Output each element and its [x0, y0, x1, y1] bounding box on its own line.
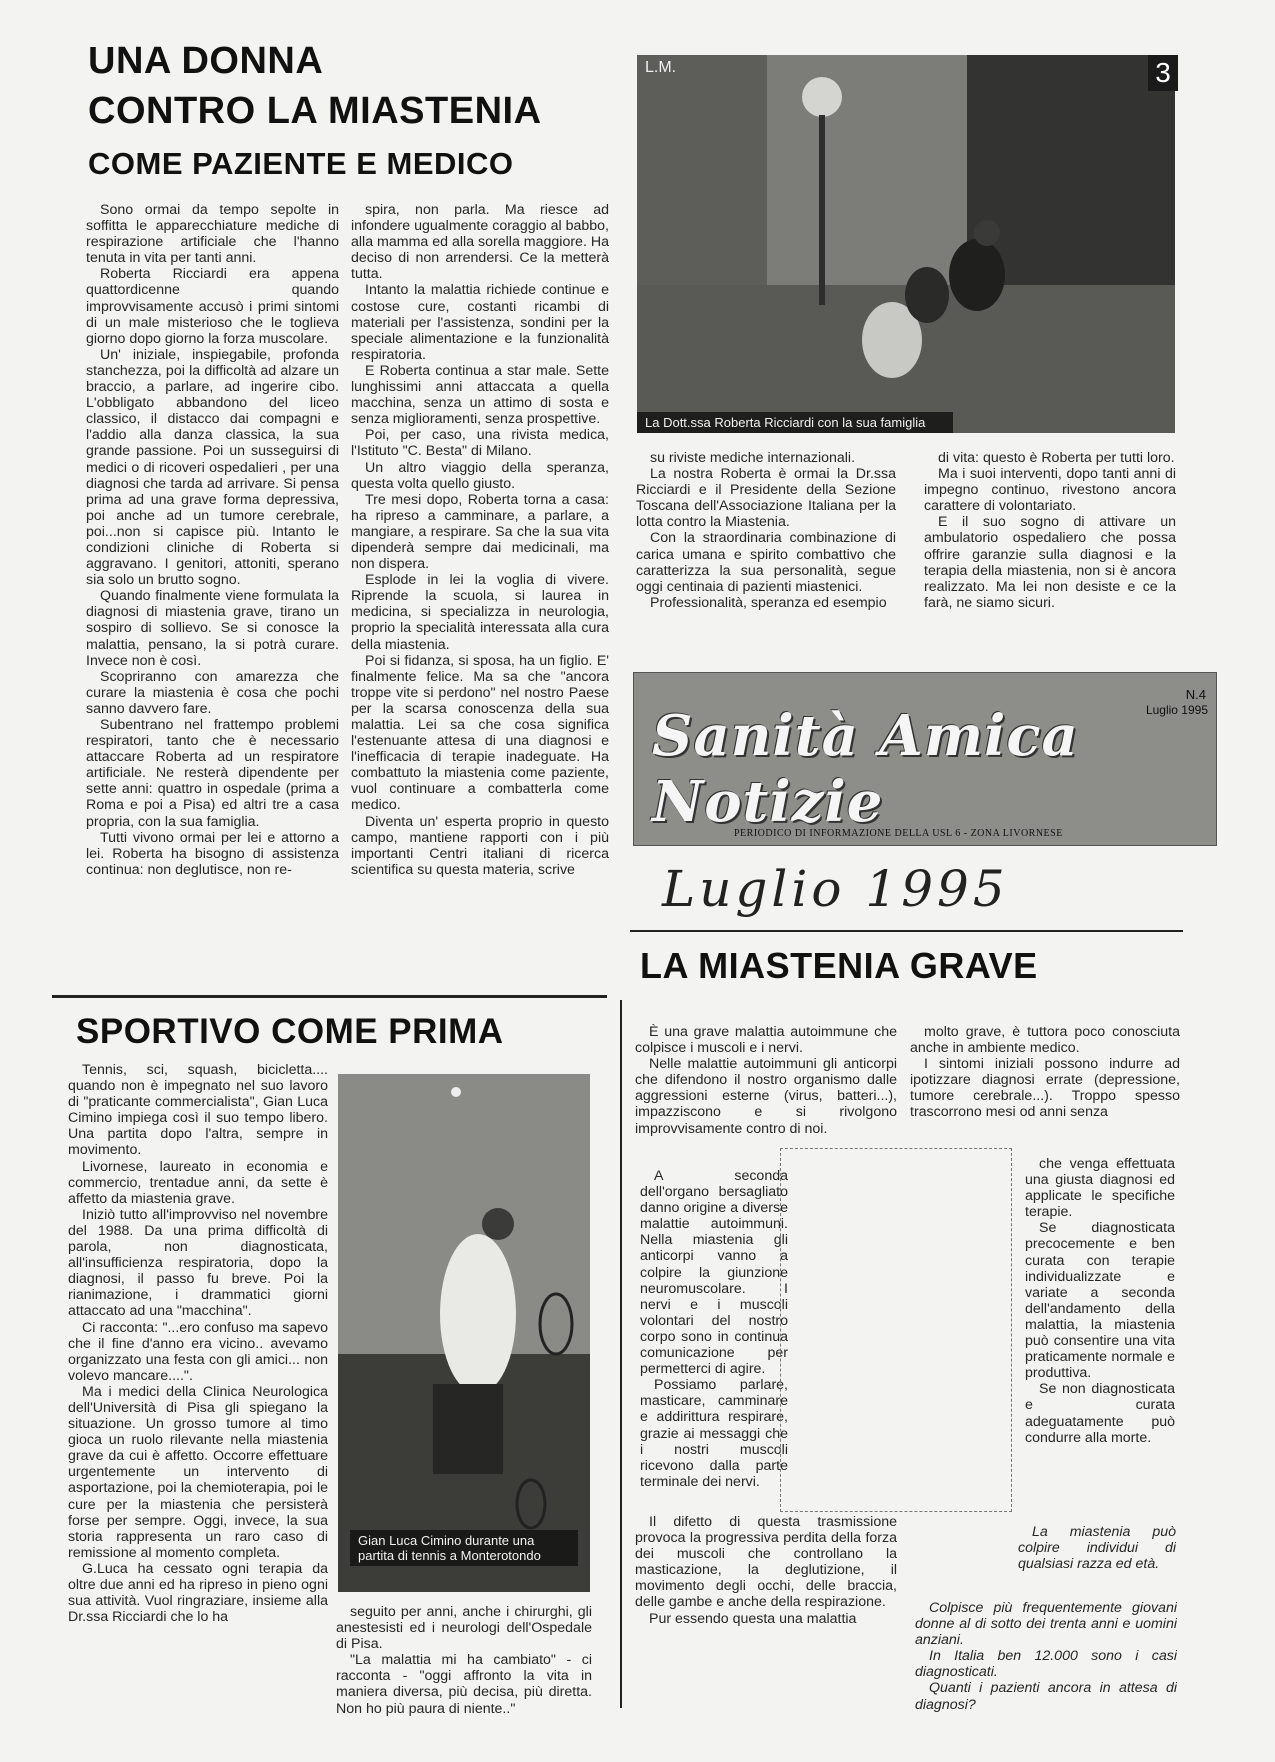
paragraph: Livornese, laureato in economia e commercio, trentadue anni, da sette è affetto da miastenia grave. [68, 1158, 328, 1207]
paragraph: Tennis, sci, squash, bicicletta.... quando non è impegnato nel suo lavoro di "praticante commercialista", Gian Luca Cimino impiega così il suo tempo libero. Una partita dopo l'altra, sempre in movimento. [68, 1062, 328, 1159]
paragraph: Diventa un' esperta proprio in questo campo, mantiene rapporti con i più importanti Centri italiani di ricerca scientifica su questa materia, scrive [351, 813, 609, 878]
paragraph: di vita: questo è Roberta per tutti loro. [938, 450, 1175, 466]
paragraph: Subentrano nel frattempo problemi respiratori, tanto che è necessario attaccare Roberta ad un respiratore artificiale. Ne resterà dipendente per sette anni: quattro in ospedale (prima a Roma e poi a Pisa) ed altri tre a casa propria, con la sua famiglia. [86, 717, 339, 830]
paragraph: Un' iniziale, inspiegabile, profonda stanchezza, poi la difficoltà ad alzare un braccio, a parlare, ad ingerire cibo. L'obbligato abbandono del liceo classico, il distacco dai compagni e l'addio alla danza classica, la sua grande passione. Poi un susseguirsi di medici o di ricoveri ospedalieri , per una diagnosi che tarda ad arrivare. Si pensa prima ad una grave forma depressiva, poi anche ad un tumore cerebrale, poi...non si capisce più. Intanto le condizioni cliniche di Roberta si aggravano. I genitori, attoniti, sperano sia solo un brutto sogno. [86, 346, 339, 589]
paragraph: A seconda dell'organo bersagliato danno origine a diverse malattie autoimmuni. Nella miastenia gli anticorpi vanno a colpire la giunzione neuromuscolare. I nervi e i muscoli volontari del nostro corpo sono in continua comunicazione per permetterci di agire. [640, 1168, 788, 1378]
empty-image-box [780, 1148, 1012, 1512]
article-3-column-1-narrow [640, 1168, 788, 1512]
paragraph: Intanto la malattia richiede continue e costose cure, costanti ricambi di materiali per l'assistenza, sondini per la speciale alimentazione e la funzionalità respiratoria. [351, 282, 609, 363]
paragraph: Sono ormai da tempo sepolte in soffitta le apparecchiature mediche di respirazione artificiale che l'hanno tenuta in vita per tanti anni. [86, 202, 339, 267]
masthead-tagline: PERIODICO DI INFORMAZIONE DELLA USL 6 - ZONA LIVORNESE [734, 828, 1063, 839]
paragraph: Colpisce più frequentemente giovani donne al di sotto dei trenta anni e uomini anziani. [915, 1600, 1177, 1649]
paragraph: Tutti vivono ormai per lei e attorno a lei. Roberta ha bisogno di assistenza continua: non deglutisce, non re- [86, 829, 339, 878]
paragraph: Iniziò tutto all'improvviso nel novembre del 1988. Da una prima difficoltà di parola, non diagnosticata, all'insufficienza respiratoria, dopo la diagnosi, il passo fu breve. Poi la rianimazione, i drammatici giorni attaccato ad una "macchina". [68, 1206, 328, 1320]
family-photo-illustration [637, 55, 1175, 433]
tennis-photo-illustration [338, 1074, 590, 1592]
paragraph: E il suo sogno di attivare un ambulatorio ospedaliero che possa offrire garanzie sulla diagnosi e la terapia della miastenia, non si è ancora realizzato. Ma lei non desiste e ce la farà, ne siamo sicuri. [924, 514, 1176, 611]
article-1-column-3 [636, 450, 896, 630]
paragraph: Possiamo parlare, masticare, camminare e addirittura respirare, grazie ai messaggi che i nostri muscoli ricevono dalla parte terminale dei nervi. [640, 1377, 788, 1490]
article-1-subheadline: COME PAZIENTE E MEDICO [88, 146, 514, 181]
paragraph: Esplode in lei la voglia di vivere. Riprende la scuola, si laurea in medicina, si specializza in neurologia, proprio la specialità interessata alla cura della miastenia. [351, 572, 609, 653]
paragraph: Quando finalmente viene formulata la diagnosi di miastenia grave, tirano un sospiro di sollievo. Se si conosce la malattia, pensano, la si potrà curare. Invece non è così. [86, 588, 339, 669]
paragraph: Se diagnosticata precocemente e ben curata con terapie individualizzate e variate a seconda dell'andamento della malattia, la miastenia può consentire una vita praticamente normale e produttiva. [1025, 1220, 1175, 1382]
paragraph: Poi, per caso, una rivista medica, l'Istituto "C. Besta" di Milano. [351, 427, 609, 460]
paragraph: La nostra Roberta è ormai la Dr.ssa Ricciardi e il Presidente della Sezione Toscana dell'Associazione Italiana per la lotta contro la Miastenia. [636, 466, 896, 531]
photo-initials: L.M. [645, 59, 677, 76]
masthead-rule [630, 930, 1183, 932]
paragraph: Quanti i pazienti ancora in attesa di diagnosi? [915, 1680, 1177, 1713]
article-3-callout [1018, 1524, 1176, 1596]
tennis-photo [338, 1074, 590, 1592]
family-photo [637, 55, 1175, 433]
paragraph: E Roberta continua a star male. Sette lunghissimi anni attaccata a quella macchina, senza un attimo di sosta e senza miglioramenti, senza prospettive. [351, 362, 609, 428]
paragraph: "La malattia mi ha cambiato" - ci racconta - "oggi affronto la vita in maniera diversa, più decisa, più diretta. Non ho più paura di niente.." [336, 1652, 592, 1717]
callout-text: La miastenia può colpire individui di qualsiasi razza ed età. [1018, 1524, 1176, 1573]
family-photo-caption: La Dott.ssa Roberta Ricciardi con la sua famiglia [637, 412, 953, 433]
paragraph: È una grave malattia autoimmune che colpisce i muscoli e i nervi. [635, 1024, 897, 1057]
article-3-column-2-narrow [1025, 1156, 1175, 1516]
article-2-column-2 [336, 1604, 592, 1724]
paragraph: Professionalità, speranza ed esempio [650, 594, 887, 611]
article-3-headline: LA MIASTENIA GRAVE [640, 945, 1038, 986]
article-2 [0, 1000, 620, 1762]
handwritten-date: Luglio 1995 [662, 860, 1009, 918]
paragraph: G.Luca ha cessato ogni terapia da oltre due anni ed ha ripreso in pieno ogni sua attività. Vuol ringraziare, insieme alla Dr.ssa Ricciardi che lo ha [68, 1560, 328, 1626]
paragraph: Poi si fidanza, si sposa, ha un figlio. E' finalmente felice. Ma sa che "ancora troppe vite si perdono" nel nostro Paese per la scarsa conoscenza della sua malattia. Lei sa che cosa significa l'estenuante attesa di una diagnosi e l'inefficacia di terapie inadeguate. Ha combattuto la miastenia come paziente, vuol continuare a combatterla come medico. [351, 652, 609, 814]
paragraph: Il difetto di questa trasmissione provoca la progressiva perdita della forza dei muscoli che controllano la masticazione, la deglutizione, il movimento degli occhi, delle braccia, delle gambe e anche della respirazione. [635, 1514, 897, 1611]
paragraph: su riviste mediche internazionali. [650, 450, 856, 466]
article-1-column-4 [924, 450, 1176, 630]
paragraph: che venga effettuata una giusta diagnosi ed applicate le specifiche terapie. [1025, 1156, 1175, 1221]
paragraph: Pur essendo questa una malattia [649, 1610, 857, 1627]
paragraph: Ma i suoi interventi, dopo tanti anni di impegno continuo, rivestono ancora carattere di volontariato. [924, 466, 1176, 515]
article-3-column-2-bottom [915, 1600, 1177, 1720]
article-1-column-1 [86, 202, 339, 982]
article-2-vertical-rule [620, 1000, 622, 1708]
paragraph: seguito per anni, anche i chirurghi, gli anestesisti ed i neurologi dell'Ospedale di Pisa. [336, 1604, 592, 1653]
article-2-column-1 [68, 1062, 328, 1682]
article-3-column-1-top [635, 1024, 897, 1164]
article-1-headline-line-2: CONTRO LA MIASTENIA [88, 90, 542, 132]
masthead-issue-date: Luglio 1995 [1145, 703, 1208, 717]
paragraph: In Italia ben 12.000 sono i casi diagnosticati. [915, 1648, 1177, 1681]
section-divider [52, 995, 607, 998]
masthead-logo [633, 672, 1217, 846]
page-number: 3 [1148, 55, 1178, 91]
article-1-headline-line-1: UNA DONNA [88, 40, 324, 82]
article-3-column-1-bottom [635, 1514, 897, 1704]
paragraph: Ci racconta: "...ero confuso ma sapevo che il fine d'anno era vicino.. avevamo organizzato una festa con gli amici... non volevo mancare....". [68, 1319, 328, 1384]
tennis-photo-caption: Gian Luca Cimino durante una partita di tennis a Monterotondo [350, 1530, 578, 1566]
masthead-title: Sanità Amica Notizie [652, 703, 1079, 835]
article-2-headline: SPORTIVO COME PRIMA [76, 1012, 504, 1051]
paragraph: I sintomi iniziali possono indurre ad ipotizzare diagnosi errate (depressione, tumore cerebrale...). Troppo spesso trascorrono mesi od anni senza [910, 1056, 1180, 1121]
paragraph: molto grave, è tuttora poco conosciuta anche in ambiente medico. [910, 1024, 1180, 1057]
paragraph: Nelle malattie autoimmuni gli anticorpi che difendono il nostro organismo dalle aggressioni esterne (virus, batteri...), impazziscono e si rivolgono improvvisamente contro di noi. [635, 1056, 897, 1137]
article-3 [630, 940, 1230, 1730]
paragraph: spira, non parla. Ma riesce ad infondere ugualmente coraggio al babbo, alla mamma ed alla sorella maggiore. Ha deciso di non arrendersi. Ce la metterà tutta. [351, 202, 609, 283]
paragraph: Un altro viaggio della speranza, questa volta quello giusto. [351, 459, 609, 492]
paragraph: Scopriranno con amarezza che curare la miastenia è cosa che pochi sanno davvero fare. [86, 668, 339, 717]
article-1-column-2 [351, 202, 609, 982]
paragraph: Tre mesi dopo, Roberta torna a casa: ha ripreso a camminare, a parlare, a mangiare, a respirare. Sa che la sua vita dipenderà sempre dai medicinali, ma non dispera. [351, 491, 609, 573]
paragraph: Con la straordinaria combinazione di carica umana e spirito combattivo che caratterizza la sua personalità, segue oggi centinaia di pazienti miastenici. [636, 530, 896, 595]
paragraph: Ma i medici della Clinica Neurologica dell'Università di Pisa gli spiegano la situazione. Un grosso tumore al timo gioca un ruolo rilevante nella miastenia grave da cui è affetto. Occorre effettuare urgentemente un intervento di asportazione, poi la chemioterapia, poi le cure per la miastenia che persisterà forse per sempre. Oggi, invece, la sua storia rappresenta un raro caso di remissione al momento completa. [68, 1383, 328, 1561]
masthead-issue-number: N.4 [1185, 687, 1206, 702]
article-3-column-2-top [910, 1024, 1180, 1154]
paragraph: Roberta Ricciardi era appena quattordicenne quando improvvisamente accusò i primi sintomi di un male misterioso che le toglieva giorno dopo giorno la forza muscolare. [86, 266, 339, 347]
paragraph: Se non diagnosticata e curata adeguatamente può condurre alla morte. [1025, 1381, 1175, 1446]
